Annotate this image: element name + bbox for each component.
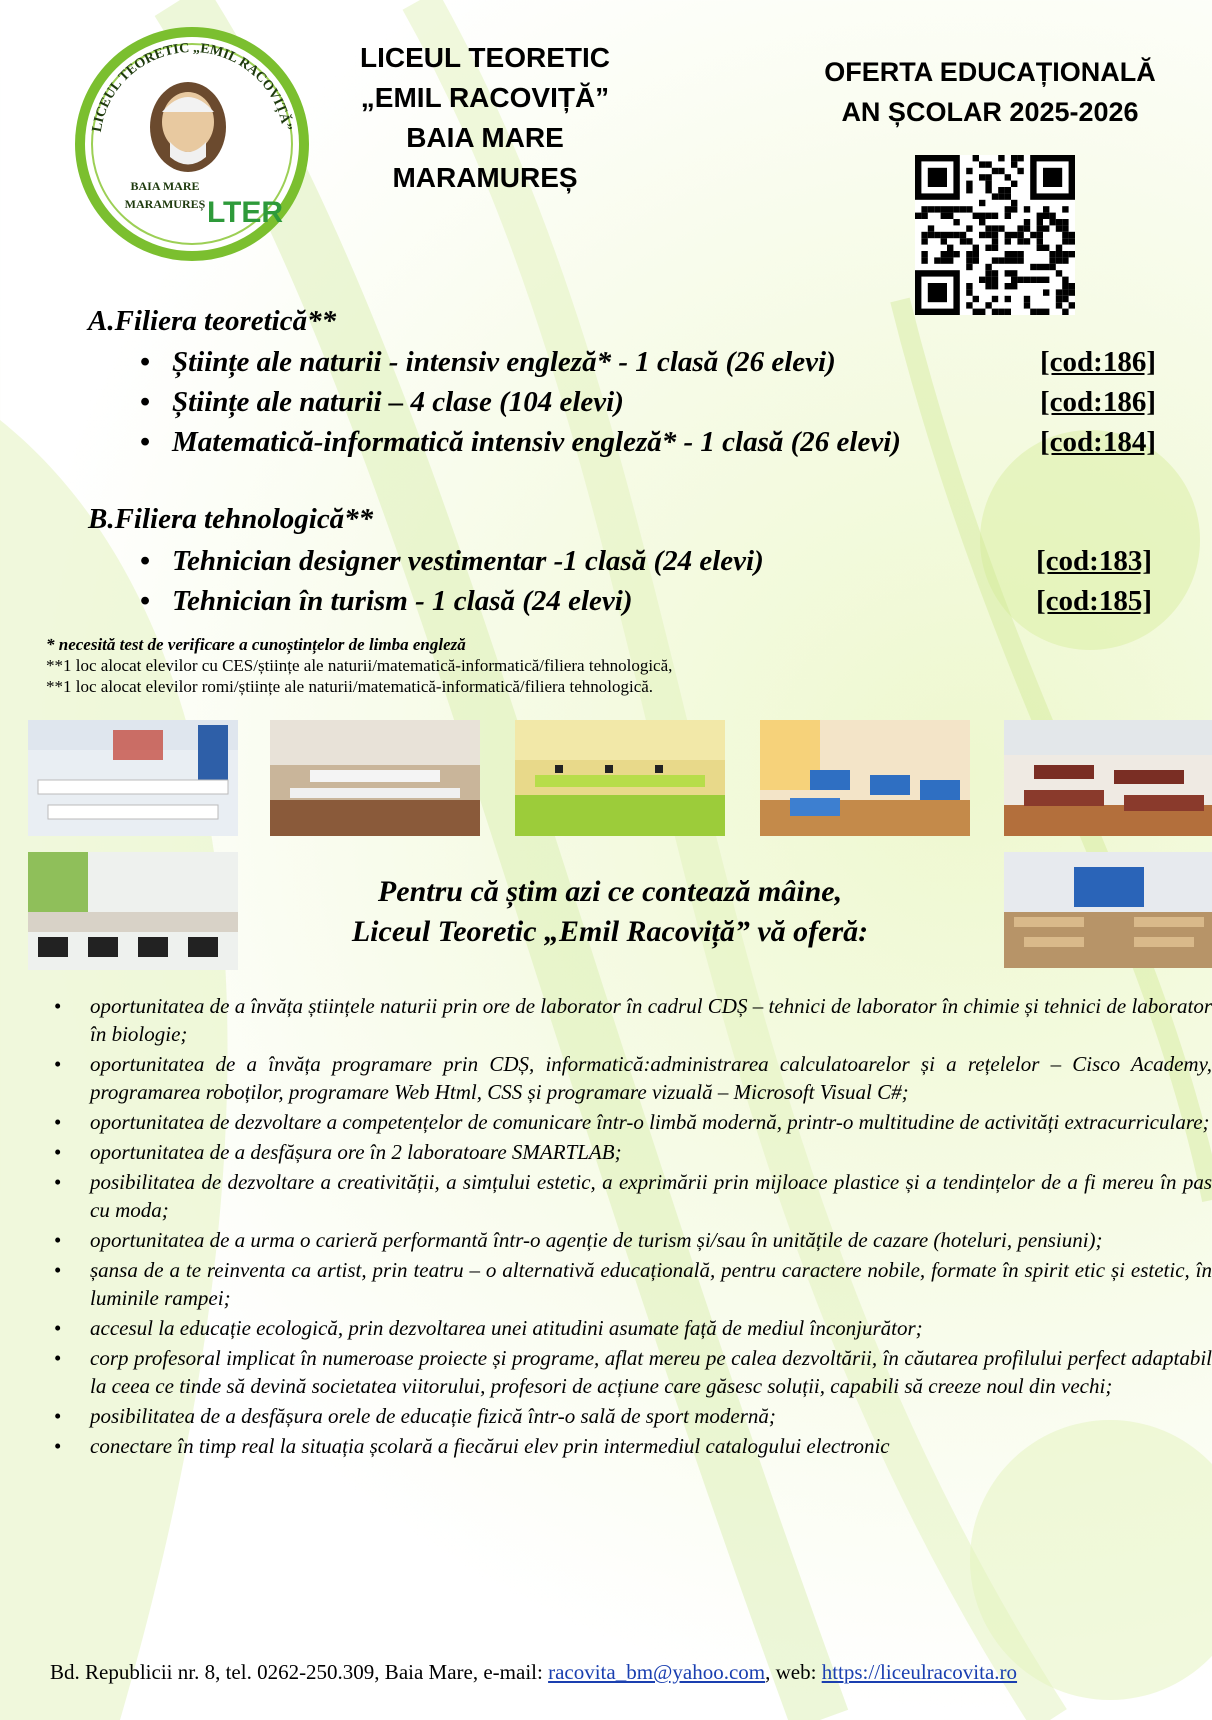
- school-name-line: MARAMUREȘ: [392, 162, 578, 193]
- bullet-icon: •: [54, 1228, 62, 1252]
- offer-item-label: Tehnician designer vestimentar -1 clasă (24 elevi): [172, 545, 764, 577]
- benefit-text: oportunitatea de a desfășura ore în 2 laboratoare SMARTLAB;: [90, 1140, 622, 1164]
- offer-item-code: [cod:186]: [1040, 386, 1156, 418]
- footnote: **1 loc alocat elevilor cu CES/științe ale naturii/matematică-informatică/filiera tehnologică,: [46, 656, 673, 675]
- benefit-text: posibilitatea de dezvoltare a creativității, a simțului estetic, a exprimării prin mijloace plastice și a tendințelor de a fi mereu în pas cu moda;: [90, 1170, 1212, 1222]
- footer-address: Bd. Republicii nr. 8, tel. 0262-250.309, Baia Mare, e-mail:: [50, 1660, 549, 1684]
- benefit-item: [50, 992, 1212, 1048]
- benefit-item: [50, 1050, 1212, 1106]
- bullet-icon: •: [140, 426, 151, 458]
- school-logo: [70, 22, 315, 267]
- offer-item-code: [cod:186]: [1040, 346, 1156, 378]
- offer-item: [140, 545, 1152, 585]
- benefit-text: conectare în timp real la situația școlară a fiecărui elev prin intermediul catalogului electronic: [90, 1434, 890, 1458]
- logo-county: MARAMUREȘ: [124, 197, 206, 211]
- email-link[interactable]: racovita_bm@yahoo.com: [548, 1660, 766, 1684]
- school-name: [300, 38, 670, 198]
- offer-title: [770, 52, 1210, 132]
- offer-title-line: OFERTA EDUCAȚIONALĂ: [824, 57, 1156, 87]
- offer-item-code: [cod:185]: [1036, 585, 1152, 617]
- footnote: * necesită test de verificare a cunoștințelor de limba engleză: [46, 635, 466, 654]
- offer-item-label: Tehnician în turism - 1 clasă (24 elevi): [172, 585, 633, 617]
- benefit-text: oportunitatea de a învăța programare prin CDȘ, informatică:administrarea calculatoarelor și a rețelelor – Cisco Academy, programarea roboților, programare Web Html, CSS și programare vizuală – Microsoft Visual C#;: [90, 1052, 1212, 1104]
- benefit-item: [50, 1108, 1212, 1136]
- benefit-text: oportunitatea de a urma o carieră performantă într-o agenție de turism și/sau în unitățile de cazare (hoteluri, pensiuni);: [90, 1228, 1103, 1252]
- section-b-heading: B.Filiera tehnologică**: [88, 503, 374, 535]
- benefit-item: [50, 1168, 1212, 1224]
- contact-footer: [50, 1660, 1212, 1685]
- benefit-text: accesul la educație ecologică, prin dezvoltarea unei atitudini asumate față de mediul înconjurător;: [90, 1316, 923, 1340]
- tagline: [280, 872, 940, 952]
- section-a-heading: A.Filiera teoretică**: [88, 305, 337, 337]
- lab-photo: [270, 720, 480, 836]
- qr-code[interactable]: [915, 155, 1075, 315]
- bullet-icon: •: [54, 1346, 62, 1370]
- bullet-icon: •: [140, 386, 151, 418]
- offer-item-label: Științe ale naturii – 4 clase (104 elevi): [172, 386, 624, 418]
- benefit-item: [50, 1226, 1212, 1254]
- footer-web-label: , web:: [765, 1660, 822, 1684]
- benefit-text: corp profesoral implicat în numeroase proiecte și programe, aflat mereu pe calea dezvoltării, în căutarea profilului perfect adaptabil la ceea ce tinde să devină societatea viitorului, profesori de acțiune care găsesc soluții, capabili să creeze noul din vechi;: [90, 1346, 1212, 1398]
- offer-item: [140, 426, 1156, 466]
- offer-item-code: [cod:184]: [1040, 426, 1156, 458]
- logo-ring-text: LICEUL TEORETIC „EMIL RACOVIȚĂ”: [89, 40, 294, 134]
- benefit-item: [50, 1138, 1212, 1166]
- bullet-icon: •: [140, 346, 151, 378]
- bullet-icon: •: [54, 1170, 62, 1194]
- offer-item: [140, 346, 1156, 386]
- benefit-text: posibilitatea de a desfășura orele de educație fizică într-o sală de sport modernă;: [90, 1404, 776, 1428]
- logo-monogram: LTER: [206, 196, 284, 229]
- bullet-icon: •: [54, 1140, 62, 1164]
- classroom-hall-photo: [1004, 852, 1212, 968]
- school-name-line: LICEUL TEORETIC: [360, 42, 610, 73]
- classroom-photo: [28, 720, 238, 836]
- offer-title-line: AN ȘCOLAR 2025-2026: [841, 97, 1139, 127]
- computer-lab-2-photo: [28, 852, 238, 970]
- benefit-item: [50, 1432, 1212, 1460]
- bullet-icon: •: [54, 994, 62, 1018]
- benefits-list: [50, 992, 1212, 1462]
- bullet-icon: •: [54, 1434, 62, 1458]
- section-b-list: [140, 545, 1152, 625]
- bullet-icon: •: [54, 1052, 62, 1076]
- logo-city: BAIA MARE: [130, 179, 200, 193]
- website-link[interactable]: https://liceulracovita.ro: [821, 1660, 1018, 1684]
- bullet-icon: •: [54, 1404, 62, 1428]
- school-name-line: „EMIL RACOVIȚĂ”: [360, 82, 610, 113]
- benefit-text: oportunitatea de a învăța științele naturii prin ore de laborator în cadrul CDȘ – tehnici de laborator în chimie și tehnici de laborator în biologie;: [90, 994, 1212, 1046]
- offer-item: [140, 585, 1152, 625]
- benefit-text: șansa de a te reinventa ca artist, prin teatru – o alternativă educațională, pentru caractere nobile, formate în spirit etic și estetic, în luminile rampei;: [90, 1258, 1212, 1310]
- footnotes: [46, 634, 946, 697]
- offer-item: [140, 386, 1156, 426]
- benefit-text: oportunitatea de dezvoltare a competențelor de comunicare într-o limbă modernă, printr-o multitudine de activități extracurriculare;: [90, 1110, 1210, 1134]
- benefit-item: [50, 1314, 1212, 1342]
- bullet-icon: •: [54, 1316, 62, 1340]
- tagline-line: Liceul Teoretic „Emil Racoviță” vă oferă:: [351, 915, 869, 948]
- bullet-icon: •: [54, 1110, 62, 1134]
- offer-item-label: Matematică-informatică intensiv engleză* - 1 clasă (26 elevi): [172, 426, 901, 458]
- bullet-icon: •: [140, 585, 151, 617]
- offer-item-code: [cod:183]: [1036, 545, 1152, 577]
- tagline-line: Pentru că știm azi ce contează mâine,: [377, 875, 843, 908]
- bullet-icon: •: [54, 1258, 62, 1282]
- offer-item-label: Științe ale naturii - intensiv engleză* - 1 clasă (26 elevi): [172, 346, 836, 378]
- bullet-icon: •: [140, 545, 151, 577]
- footnote: **1 loc alocat elevilor romi/științe ale naturii/matematică-informatică/filiera tehnologică.: [46, 677, 654, 696]
- computer-lab-photo: [515, 720, 725, 836]
- benefit-item: [50, 1402, 1212, 1430]
- section-a-list: [140, 346, 1156, 466]
- benefit-item: [50, 1344, 1212, 1400]
- school-name-line: BAIA MARE: [406, 122, 564, 153]
- benefit-item: [50, 1256, 1212, 1312]
- classroom-desks-photo: [1004, 720, 1212, 836]
- classroom-blue-photo: [760, 720, 970, 836]
